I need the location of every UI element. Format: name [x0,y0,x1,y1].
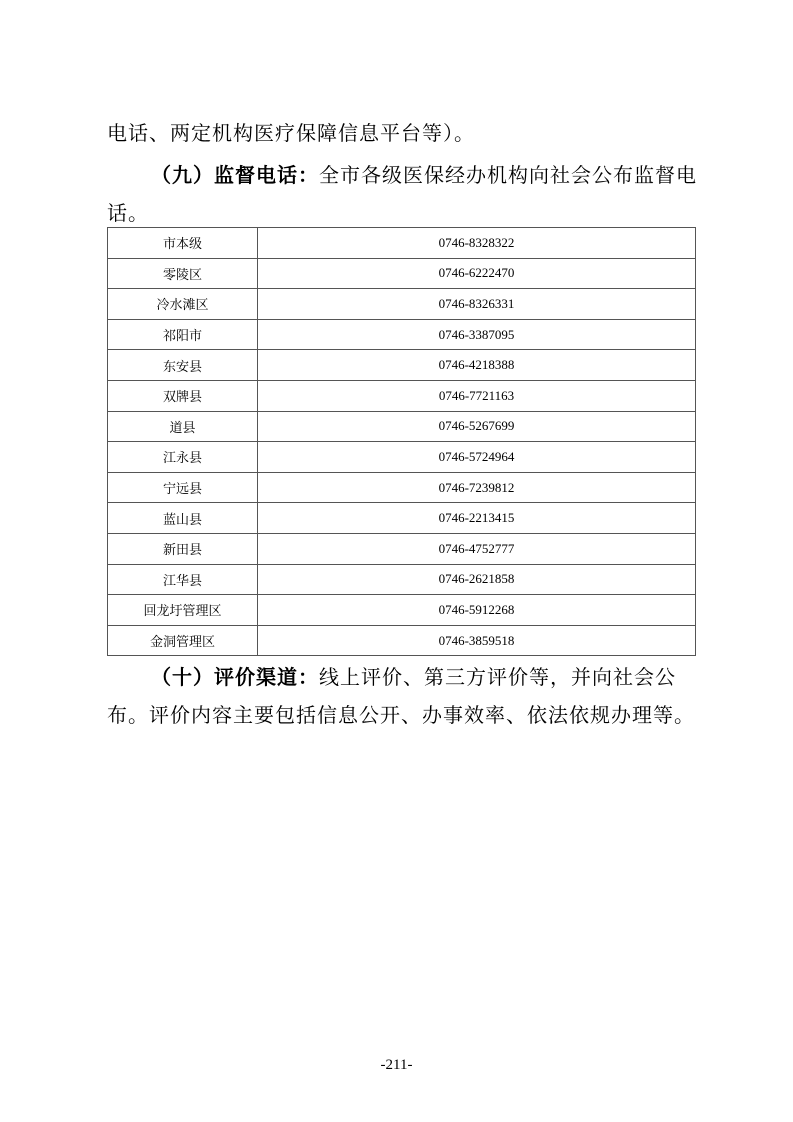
table-row [108,411,696,442]
phone-cell: 0746-3859518 [258,625,696,656]
phone-cell: 0746-2213415 [258,503,696,534]
table-row [108,625,696,656]
table-row [108,258,696,289]
phone-cell: 0746-7239812 [258,472,696,503]
table-row [108,533,696,564]
area-cell: 冷水滩区 [108,289,258,320]
phone-cell: 0746-8328322 [258,228,696,259]
page-number: -211- [380,1057,413,1073]
area-cell: 道县 [108,411,258,442]
phone-cell: 0746-6222470 [258,258,696,289]
table-row [108,319,696,350]
phone-cell: 0746-2621858 [258,564,696,595]
section-ten-body: 线上评价、第三方评价等，并向社会公布。评价内容主要包括信息公开、办事效率、依法依规办理等。 [107,665,695,727]
phone-table-body [108,228,696,656]
table-row [108,442,696,473]
table-row [108,595,696,626]
phone-cell: 0746-7721163 [258,380,696,411]
continued-paragraph: 电话、两定机构医疗保障信息平台等）。 [107,121,475,145]
section-ten-paragraph [107,658,697,734]
table-row [108,564,696,595]
table-row [108,380,696,411]
phone-cell: 0746-4218388 [258,350,696,381]
section-nine-body: 全市各级医保经办机构向社会公布监督电话。 [107,163,697,225]
area-cell: 江永县 [108,442,258,473]
area-cell: 市本级 [108,228,258,259]
phone-cell: 0746-8326331 [258,289,696,320]
table-row [108,228,696,259]
section-nine-heading: （九）监督电话： [151,163,319,187]
area-cell: 祁阳市 [108,319,258,350]
area-cell: 零陵区 [108,258,258,289]
phone-cell: 0746-5267699 [258,411,696,442]
phone-cell: 0746-5912268 [258,595,696,626]
area-cell: 双牌县 [108,380,258,411]
area-cell: 宁远县 [108,472,258,503]
section-ten-heading: （十）评价渠道： [151,665,319,689]
table-row [108,350,696,381]
table-row [108,472,696,503]
table-row [108,503,696,534]
supervision-phone-table [107,227,696,656]
area-cell: 新田县 [108,533,258,564]
area-cell: 金洞管理区 [108,625,258,656]
section-nine-paragraph [107,156,697,232]
area-cell: 江华县 [108,564,258,595]
table-row [108,289,696,320]
phone-cell: 0746-5724964 [258,442,696,473]
phone-cell: 0746-3387095 [258,319,696,350]
area-cell: 回龙圩管理区 [108,595,258,626]
phone-cell: 0746-4752777 [258,533,696,564]
area-cell: 东安县 [108,350,258,381]
area-cell: 蓝山县 [108,503,258,534]
